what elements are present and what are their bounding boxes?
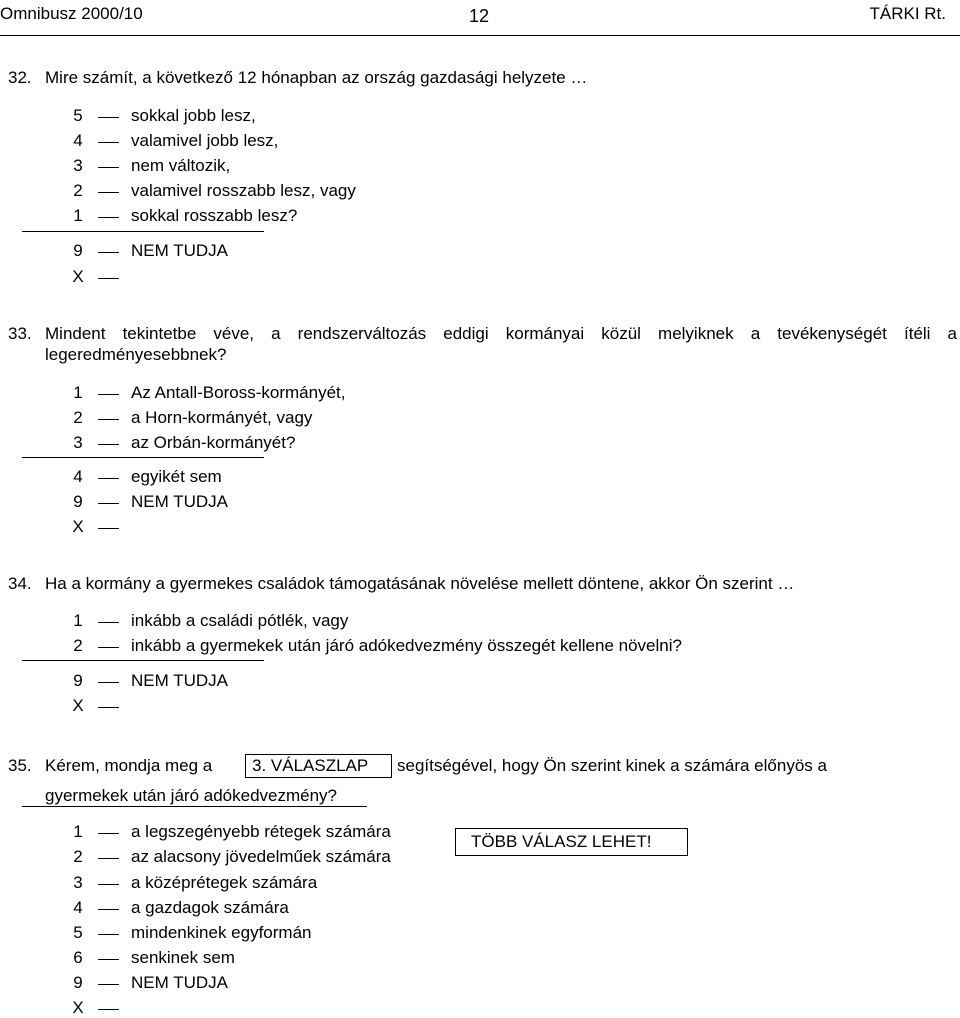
header-left: Omnibusz 2000/10 (0, 4, 143, 23)
option-code: 4 (73, 898, 83, 917)
option-code: 1 (73, 611, 83, 630)
option-label: sokkal jobb lesz, (131, 106, 256, 125)
dash (98, 647, 119, 648)
option-code: X (72, 998, 84, 1017)
option-label: NEM TUDJA (131, 973, 228, 992)
question-text: Kérem, mondja meg a (45, 756, 213, 775)
dash (98, 934, 119, 935)
dash (98, 142, 119, 143)
dash (98, 278, 119, 279)
option-code: 2 (73, 847, 83, 866)
option-label: NEM TUDJA (131, 241, 228, 260)
dash (98, 1009, 119, 1010)
option-label: sokkal rosszabb lesz? (131, 206, 298, 225)
dash (98, 444, 119, 445)
option-label: Az Antall-Boross-kormányét, (131, 383, 346, 402)
option-code: 2 (73, 636, 83, 655)
option-code: 9 (73, 492, 83, 511)
option-label: senkinek sem (131, 948, 235, 967)
option-code: X (72, 517, 84, 536)
separator-rule (22, 457, 264, 458)
dash (98, 707, 119, 708)
option-label: az Orbán-kormányét? (131, 433, 296, 452)
dash (98, 682, 119, 683)
underline-rule (22, 806, 367, 807)
dash (98, 252, 119, 253)
option-code: 4 (73, 467, 83, 486)
option-label: valamivel jobb lesz, (131, 131, 279, 150)
dash (98, 984, 119, 985)
dash (98, 419, 119, 420)
dash (98, 909, 119, 910)
option-label: a Horn-kormányét, vagy (131, 408, 313, 427)
option-code: 9 (73, 241, 83, 260)
option-label: a gazdagok számára (131, 898, 289, 917)
dash (98, 622, 119, 623)
option-label: inkább a gyermekek után járó adókedvezmény összegét kellene növelni? (131, 636, 682, 655)
option-code: 5 (73, 106, 83, 125)
option-label: az alacsony jövedelműek számára (131, 847, 391, 866)
dash (98, 192, 119, 193)
question-text-cont: legeredményesebbnek? (45, 345, 227, 364)
question-text: Mire számít, a következő 12 hónapban az ország gazdasági helyzete … (45, 68, 588, 87)
option-label: inkább a családi pótlék, vagy (131, 611, 349, 630)
option-label: nem változik, (131, 156, 231, 175)
dash (98, 959, 119, 960)
option-code: 2 (73, 408, 83, 427)
option-label: valamivel rosszabb lesz, vagy (131, 181, 356, 200)
option-code: 1 (73, 206, 83, 225)
option-label: a legszegényebb rétegek számára (131, 822, 391, 841)
option-code: 6 (73, 948, 83, 967)
dash (98, 528, 119, 529)
dash (98, 167, 119, 168)
question-text: Mindent tekintetbe véve, a rendszerváltozás eddigi kormányai közül melyiknek a tevékenységét ítéli a (45, 324, 957, 343)
dash (98, 478, 119, 479)
option-code: X (72, 696, 84, 715)
option-label: NEM TUDJA (131, 492, 228, 511)
option-code: 3 (73, 156, 83, 175)
multiple-answers-note (455, 828, 688, 856)
option-code: 4 (73, 131, 83, 150)
separator-rule (22, 231, 264, 232)
option-code: 3 (73, 433, 83, 452)
page-number: 12 (469, 6, 490, 26)
option-code: 1 (73, 822, 83, 841)
dash (98, 117, 119, 118)
question-number: 35. (8, 756, 32, 775)
question-text: Ha a kormány a gyermekes családok támogatásának növelése mellett döntene, akkor Ön szerint … (45, 574, 795, 593)
question-number: 34. (8, 574, 32, 593)
separator-rule (22, 660, 264, 661)
dash (98, 858, 119, 859)
dash (98, 394, 119, 395)
dash (98, 884, 119, 885)
option-code: 9 (73, 973, 83, 992)
response-card-label: 3. VÁLASZLAP (252, 756, 369, 775)
header-rule (0, 35, 960, 36)
note-text: TÖBB VÁLASZ LEHET! (471, 832, 652, 851)
option-label: a középrétegek számára (131, 873, 318, 892)
question-number: 32. (8, 68, 32, 87)
option-label: NEM TUDJA (131, 671, 228, 690)
question-number: 33. (8, 324, 32, 343)
question-text-cont: gyermekek után járó adókedvezmény? (45, 786, 337, 805)
option-code: 5 (73, 923, 83, 942)
dash (98, 833, 119, 834)
dash (98, 217, 119, 218)
option-code: X (72, 267, 84, 286)
dash (98, 503, 119, 504)
option-code: 1 (73, 383, 83, 402)
option-label: egyikét sem (131, 467, 222, 486)
option-code: 3 (73, 873, 83, 892)
option-code: 9 (73, 671, 83, 690)
header-right: TÁRKI Rt. (869, 4, 946, 23)
option-code: 2 (73, 181, 83, 200)
response-card-box (245, 754, 392, 778)
option-label: mindenkinek egyformán (131, 923, 312, 942)
question-text-post: segítségével, hogy Ön szerint kinek a számára előnyös a (397, 756, 827, 775)
